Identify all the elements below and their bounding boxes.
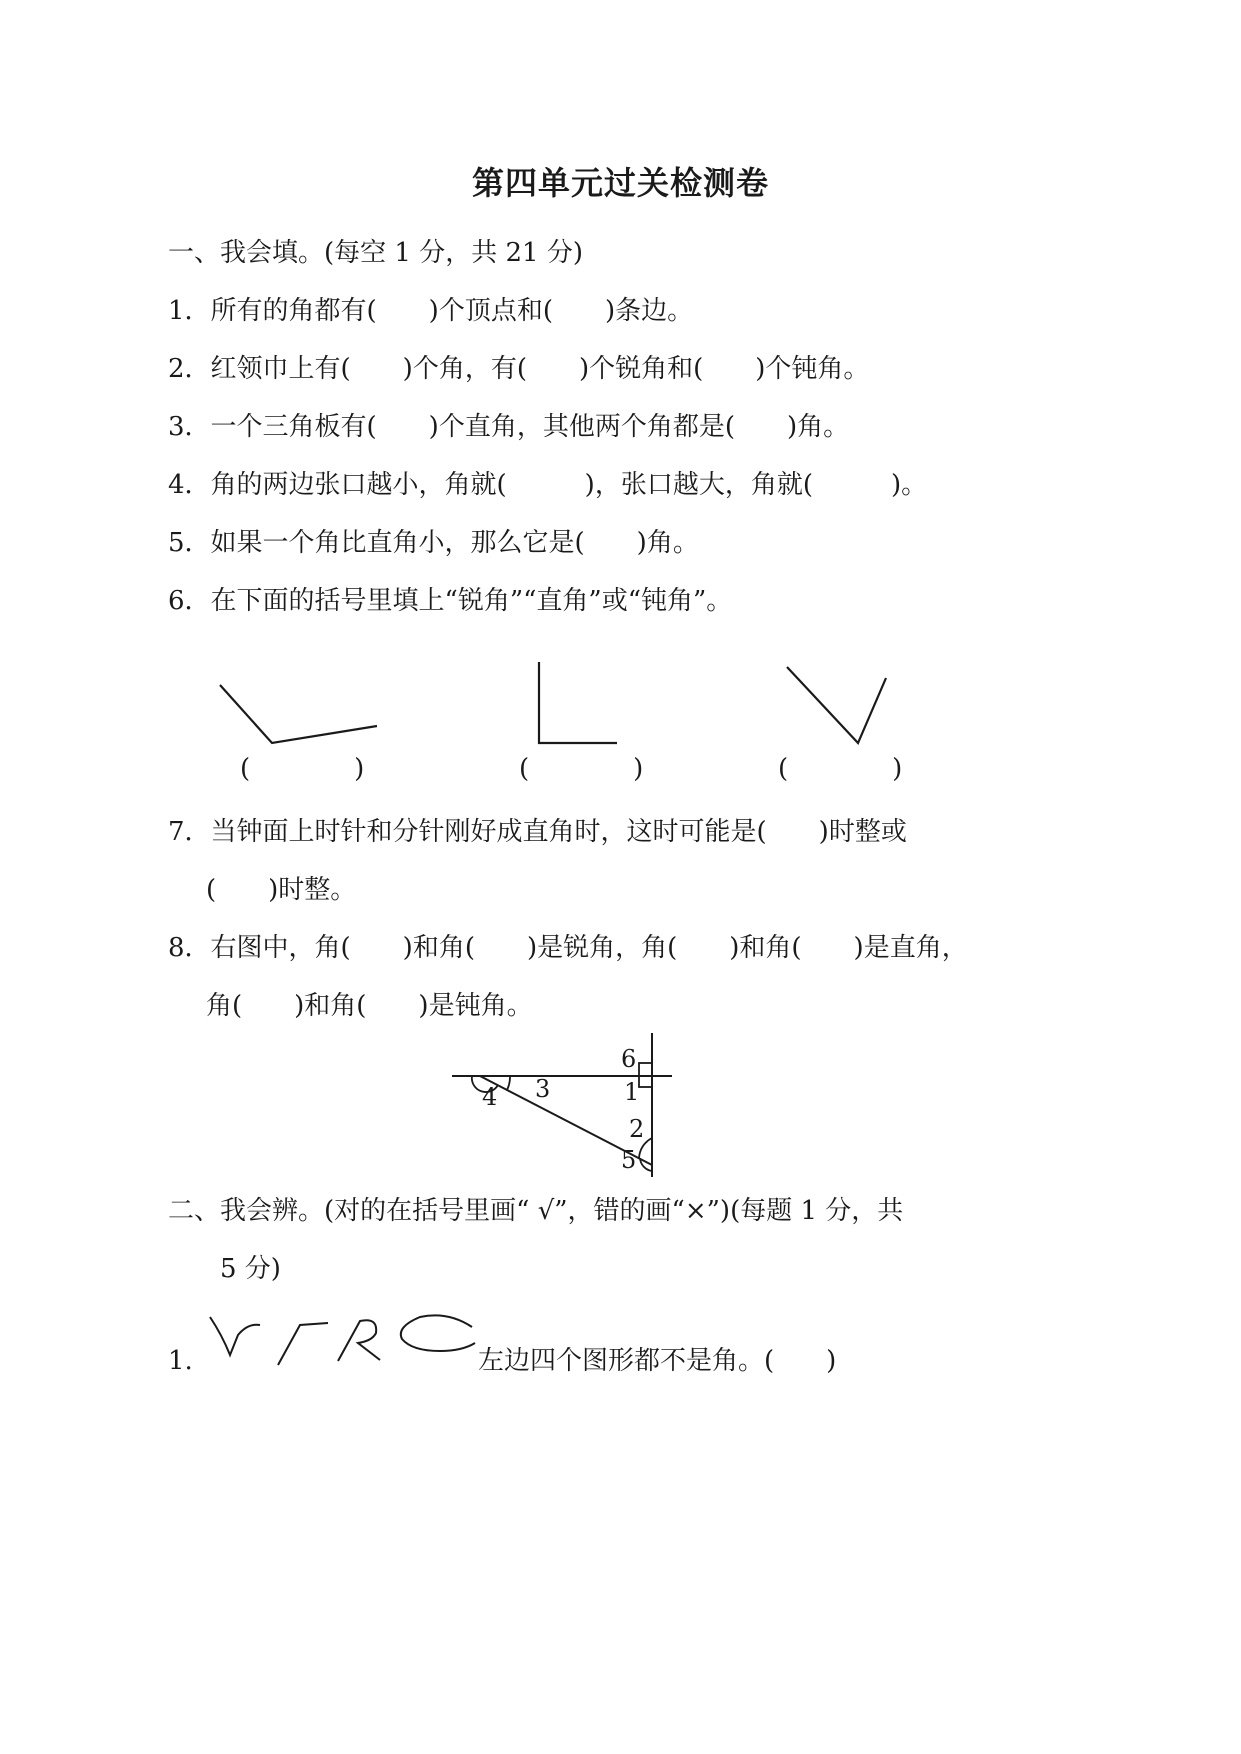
acute-angle-figure (770, 650, 910, 760)
question-5: 5．如果一个角比直角小，那么它是( )角。 (168, 528, 699, 558)
angle-diagram (440, 1025, 680, 1180)
non-angle-shapes (200, 1305, 480, 1385)
q6-blank-1[interactable]: ( ) (240, 754, 365, 784)
question-3: 3．一个三角板有( )个直角，其他两个角都是( )角。 (168, 412, 850, 442)
angle-label-5: 5 (621, 1146, 637, 1174)
angle-label-2: 2 (629, 1115, 645, 1143)
question-7-line-1: 7．当钟面上时针和分针刚好成直角时，这时可能是( )时整或 (168, 817, 907, 847)
question-8-line-2: 角( )和角( )是钝角。 (206, 991, 533, 1021)
angle-label-4: 4 (482, 1083, 498, 1111)
section2-heading-line-2: 5 分) (220, 1254, 281, 1284)
question-1: 1．所有的角都有( )个顶点和( )条边。 (168, 296, 694, 326)
q6-blank-3[interactable]: ( ) (778, 754, 903, 784)
angle-label-6: 6 (621, 1045, 637, 1073)
angle-label-3: 3 (535, 1075, 551, 1103)
obtuse-angle-figure (200, 660, 400, 760)
q6-blank-2[interactable]: ( ) (519, 754, 644, 784)
right-angle-figure (520, 650, 640, 760)
question-6: 6．在下面的括号里填上“锐角”“直角”或“钝角”。 (168, 586, 733, 616)
section2-question-1-number: 1. (168, 1346, 193, 1376)
section2-question-1-text: 左边四个图形都不是角。( ) (478, 1346, 837, 1376)
question-8-line-1: 8．右图中，角( )和角( )是锐角，角( )和角( )是直角， (168, 933, 968, 963)
angle-label-1: 1 (624, 1078, 640, 1106)
page-title: 第四单元过关检测卷 (471, 164, 769, 202)
section2-heading-line-1: 二、我会辨。(对的在括号里画“ √”，错的画“×”)(每题 1 分，共 (168, 1196, 904, 1226)
section1-heading: 一、我会填。(每空 1 分，共 21 分) (168, 238, 583, 268)
question-2: 2．红领巾上有( )个角，有( )个锐角和( )个钝角。 (168, 354, 870, 384)
question-7-line-2: ( )时整。 (206, 875, 357, 905)
question-4: 4．角的两边张口越小，角就( )，张口越大，角就( )。 (168, 470, 928, 500)
